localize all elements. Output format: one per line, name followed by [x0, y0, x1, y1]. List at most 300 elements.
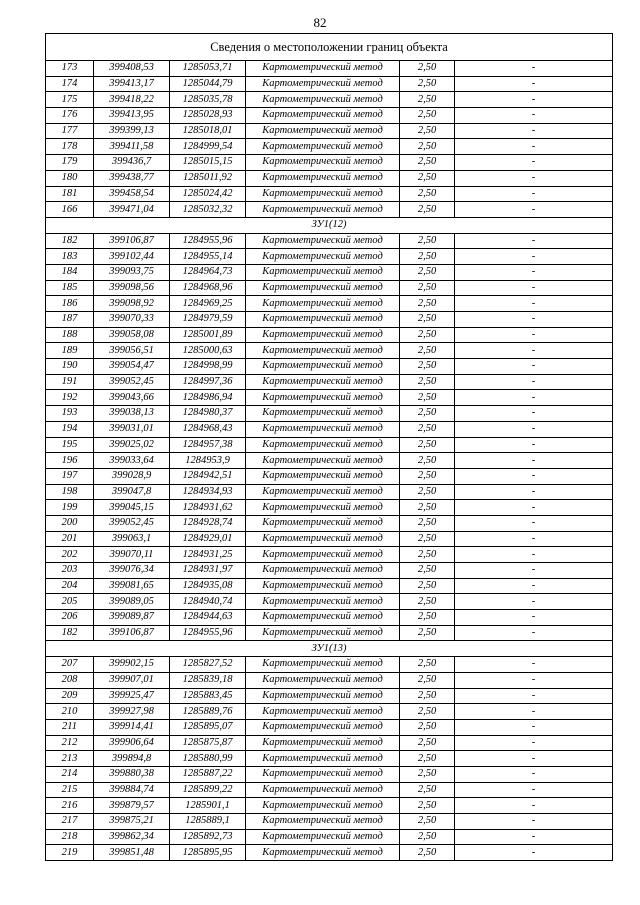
x-coordinate-cell: 399106,87	[94, 233, 170, 249]
method-cell: Картометрический метод	[246, 563, 400, 579]
point-number-cell: 181	[46, 186, 94, 202]
accuracy-cell: 2,50	[400, 829, 455, 845]
accuracy-cell: 2,50	[400, 531, 455, 547]
point-number-cell: 166	[46, 202, 94, 218]
x-coordinate-cell: 399418,22	[94, 92, 170, 108]
note-cell: -	[455, 814, 613, 830]
page-number: 82	[313, 15, 327, 30]
table-row	[46, 123, 613, 139]
x-coordinate-cell: 399098,56	[94, 280, 170, 296]
y-coordinate-cell: 1284935,08	[170, 578, 246, 594]
accuracy-cell: 2,50	[400, 139, 455, 155]
table-row	[46, 155, 613, 171]
y-coordinate-cell: 1285889,76	[170, 704, 246, 720]
x-coordinate-cell: 399436,7	[94, 155, 170, 171]
parcel-label: ЗУ1(12)	[46, 217, 613, 233]
point-number-cell: 203	[46, 563, 94, 579]
note-cell: -	[455, 547, 613, 563]
note-cell: -	[455, 202, 613, 218]
note-cell: -	[455, 359, 613, 375]
method-cell: Картометрический метод	[246, 155, 400, 171]
point-number-cell: 212	[46, 735, 94, 751]
x-coordinate-cell: 399028,9	[94, 468, 170, 484]
point-number-cell: 196	[46, 453, 94, 469]
point-number-cell: 182	[46, 625, 94, 641]
method-cell: Картометрический метод	[246, 547, 400, 563]
y-coordinate-cell: 1285892,73	[170, 829, 246, 845]
note-cell: -	[455, 390, 613, 406]
table-row	[46, 657, 613, 673]
method-cell: Картометрический метод	[246, 312, 400, 328]
table-row	[46, 343, 613, 359]
accuracy-cell: 2,50	[400, 610, 455, 626]
y-coordinate-cell: 1285044,79	[170, 76, 246, 92]
point-number-cell: 191	[46, 374, 94, 390]
method-cell: Картометрический метод	[246, 233, 400, 249]
x-coordinate-cell: 399408,53	[94, 61, 170, 77]
x-coordinate-cell: 399063,1	[94, 531, 170, 547]
x-coordinate-cell: 399399,13	[94, 123, 170, 139]
accuracy-cell: 2,50	[400, 155, 455, 171]
y-coordinate-cell: 1285901,1	[170, 798, 246, 814]
accuracy-cell: 2,50	[400, 578, 455, 594]
method-cell: Картометрический метод	[246, 296, 400, 312]
point-number-cell: 217	[46, 814, 94, 830]
table-row	[46, 484, 613, 500]
table-row	[46, 594, 613, 610]
note-cell: -	[455, 61, 613, 77]
accuracy-cell: 2,50	[400, 515, 455, 531]
point-number-cell: 177	[46, 123, 94, 139]
method-cell: Картометрический метод	[246, 594, 400, 610]
accuracy-cell: 2,50	[400, 123, 455, 139]
method-cell: Картометрический метод	[246, 766, 400, 782]
method-cell: Картометрический метод	[246, 672, 400, 688]
note-cell: -	[455, 531, 613, 547]
table-row	[46, 108, 613, 124]
table-row	[46, 719, 613, 735]
table-row	[46, 296, 613, 312]
accuracy-cell: 2,50	[400, 374, 455, 390]
note-cell: -	[455, 123, 613, 139]
x-coordinate-cell: 399089,05	[94, 594, 170, 610]
y-coordinate-cell: 1285895,07	[170, 719, 246, 735]
method-cell: Картометрический метод	[246, 657, 400, 673]
method-cell: Картометрический метод	[246, 374, 400, 390]
note-cell: -	[455, 610, 613, 626]
x-coordinate-cell: 399047,8	[94, 484, 170, 500]
method-cell: Картометрический метод	[246, 359, 400, 375]
table-row	[46, 170, 613, 186]
method-cell: Картометрический метод	[246, 108, 400, 124]
table-row	[46, 625, 613, 641]
accuracy-cell: 2,50	[400, 751, 455, 767]
table-row	[46, 782, 613, 798]
accuracy-cell: 2,50	[400, 594, 455, 610]
x-coordinate-cell: 399043,66	[94, 390, 170, 406]
point-number-cell: 180	[46, 170, 94, 186]
table-row	[46, 704, 613, 720]
accuracy-cell: 2,50	[400, 170, 455, 186]
accuracy-cell: 2,50	[400, 421, 455, 437]
point-number-cell: 193	[46, 406, 94, 422]
accuracy-cell: 2,50	[400, 233, 455, 249]
table-row	[46, 766, 613, 782]
y-coordinate-cell: 1284980,37	[170, 406, 246, 422]
note-cell: -	[455, 264, 613, 280]
point-number-cell: 195	[46, 437, 94, 453]
note-cell: -	[455, 688, 613, 704]
table-row	[46, 845, 613, 861]
table-row	[46, 186, 613, 202]
point-number-cell: 175	[46, 92, 94, 108]
point-number-cell: 209	[46, 688, 94, 704]
x-coordinate-cell: 399907,01	[94, 672, 170, 688]
x-coordinate-cell: 399052,45	[94, 515, 170, 531]
note-cell: -	[455, 233, 613, 249]
method-cell: Картометрический метод	[246, 437, 400, 453]
point-number-cell: 208	[46, 672, 94, 688]
table-row	[46, 500, 613, 516]
y-coordinate-cell: 1284998,99	[170, 359, 246, 375]
note-cell: -	[455, 657, 613, 673]
table-row	[46, 798, 613, 814]
method-cell: Картометрический метод	[246, 515, 400, 531]
y-coordinate-cell: 1285889,1	[170, 814, 246, 830]
x-coordinate-cell: 399089,87	[94, 610, 170, 626]
y-coordinate-cell: 1285053,71	[170, 61, 246, 77]
y-coordinate-cell: 1284929,01	[170, 531, 246, 547]
point-number-cell: 187	[46, 312, 94, 328]
y-coordinate-cell: 1284931,97	[170, 563, 246, 579]
x-coordinate-cell: 399879,57	[94, 798, 170, 814]
table-row	[46, 92, 613, 108]
method-cell: Картометрический метод	[246, 139, 400, 155]
x-coordinate-cell: 399031,01	[94, 421, 170, 437]
note-cell: -	[455, 170, 613, 186]
note-cell: -	[455, 594, 613, 610]
note-cell: -	[455, 625, 613, 641]
note-cell: -	[455, 327, 613, 343]
point-number-cell: 219	[46, 845, 94, 861]
point-number-cell: 206	[46, 610, 94, 626]
note-cell: -	[455, 735, 613, 751]
note-cell: -	[455, 249, 613, 265]
note-cell: -	[455, 782, 613, 798]
method-cell: Картометрический метод	[246, 735, 400, 751]
method-cell: Картометрический метод	[246, 343, 400, 359]
x-coordinate-cell: 399927,98	[94, 704, 170, 720]
y-coordinate-cell: 1284997,36	[170, 374, 246, 390]
point-number-cell: 218	[46, 829, 94, 845]
point-number-cell: 179	[46, 155, 94, 171]
x-coordinate-cell: 399894,8	[94, 751, 170, 767]
y-coordinate-cell: 1285018,01	[170, 123, 246, 139]
y-coordinate-cell: 1284944,63	[170, 610, 246, 626]
method-cell: Картометрический метод	[246, 798, 400, 814]
accuracy-cell: 2,50	[400, 672, 455, 688]
table-row	[46, 406, 613, 422]
method-cell: Картометрический метод	[246, 484, 400, 500]
note-cell: -	[455, 578, 613, 594]
table-row	[46, 814, 613, 830]
method-cell: Картометрический метод	[246, 92, 400, 108]
table-row	[46, 563, 613, 579]
note-cell: -	[455, 437, 613, 453]
x-coordinate-cell: 399106,87	[94, 625, 170, 641]
y-coordinate-cell: 1285001,89	[170, 327, 246, 343]
method-cell: Картометрический метод	[246, 406, 400, 422]
accuracy-cell: 2,50	[400, 563, 455, 579]
accuracy-cell: 2,50	[400, 547, 455, 563]
point-number-cell: 215	[46, 782, 94, 798]
point-number-cell: 192	[46, 390, 94, 406]
table-title: Сведения о местоположении границ объекта	[46, 34, 613, 61]
note-cell: -	[455, 139, 613, 155]
table-row	[46, 672, 613, 688]
table-row	[46, 453, 613, 469]
accuracy-cell: 2,50	[400, 766, 455, 782]
x-coordinate-cell: 399081,65	[94, 578, 170, 594]
y-coordinate-cell: 1284953,9	[170, 453, 246, 469]
accuracy-cell: 2,50	[400, 625, 455, 641]
table-row	[46, 390, 613, 406]
y-coordinate-cell: 1285024,42	[170, 186, 246, 202]
accuracy-cell: 2,50	[400, 437, 455, 453]
x-coordinate-cell: 399880,38	[94, 766, 170, 782]
note-cell: -	[455, 108, 613, 124]
accuracy-cell: 2,50	[400, 500, 455, 516]
y-coordinate-cell: 1285028,93	[170, 108, 246, 124]
method-cell: Картометрический метод	[246, 704, 400, 720]
x-coordinate-cell: 399033,64	[94, 453, 170, 469]
method-cell: Картометрический метод	[246, 578, 400, 594]
x-coordinate-cell: 399906,64	[94, 735, 170, 751]
method-cell: Картометрический метод	[246, 280, 400, 296]
accuracy-cell: 2,50	[400, 202, 455, 218]
y-coordinate-cell: 1284942,51	[170, 468, 246, 484]
method-cell: Картометрический метод	[246, 688, 400, 704]
point-number-cell: 173	[46, 61, 94, 77]
method-cell: Картометрический метод	[246, 500, 400, 516]
method-cell: Картометрический метод	[246, 719, 400, 735]
table-row	[46, 751, 613, 767]
accuracy-cell: 2,50	[400, 359, 455, 375]
y-coordinate-cell: 1284968,43	[170, 421, 246, 437]
x-coordinate-cell: 399862,34	[94, 829, 170, 845]
table-row	[46, 515, 613, 531]
accuracy-cell: 2,50	[400, 296, 455, 312]
x-coordinate-cell: 399076,34	[94, 563, 170, 579]
point-number-cell: 201	[46, 531, 94, 547]
accuracy-cell: 2,50	[400, 186, 455, 202]
accuracy-cell: 2,50	[400, 688, 455, 704]
x-coordinate-cell: 399884,74	[94, 782, 170, 798]
method-cell: Картометрический метод	[246, 814, 400, 830]
point-number-cell: 183	[46, 249, 94, 265]
method-cell: Картометрический метод	[246, 264, 400, 280]
accuracy-cell: 2,50	[400, 327, 455, 343]
x-coordinate-cell: 399093,75	[94, 264, 170, 280]
point-number-cell: 174	[46, 76, 94, 92]
y-coordinate-cell: 1284955,96	[170, 233, 246, 249]
note-cell: -	[455, 76, 613, 92]
accuracy-cell: 2,50	[400, 798, 455, 814]
table-row	[46, 312, 613, 328]
accuracy-cell: 2,50	[400, 719, 455, 735]
method-cell: Картометрический метод	[246, 468, 400, 484]
table-row	[46, 233, 613, 249]
point-number-cell: 216	[46, 798, 94, 814]
method-cell: Картометрический метод	[246, 625, 400, 641]
method-cell: Картометрический метод	[246, 751, 400, 767]
note-cell: -	[455, 798, 613, 814]
x-coordinate-cell: 399471,04	[94, 202, 170, 218]
table-row	[46, 249, 613, 265]
note-cell: -	[455, 751, 613, 767]
accuracy-cell: 2,50	[400, 782, 455, 798]
accuracy-cell: 2,50	[400, 280, 455, 296]
x-coordinate-cell: 399413,95	[94, 108, 170, 124]
accuracy-cell: 2,50	[400, 657, 455, 673]
x-coordinate-cell: 399914,41	[94, 719, 170, 735]
point-number-cell: 185	[46, 280, 94, 296]
note-cell: -	[455, 829, 613, 845]
x-coordinate-cell: 399875,21	[94, 814, 170, 830]
y-coordinate-cell: 1284999,54	[170, 139, 246, 155]
method-cell: Картометрический метод	[246, 531, 400, 547]
point-number-cell: 178	[46, 139, 94, 155]
method-cell: Картометрический метод	[246, 845, 400, 861]
table-row	[46, 610, 613, 626]
note-cell: -	[455, 766, 613, 782]
note-cell: -	[455, 186, 613, 202]
method-cell: Картометрический метод	[246, 421, 400, 437]
table-row	[46, 547, 613, 563]
note-cell: -	[455, 406, 613, 422]
note-cell: -	[455, 704, 613, 720]
y-coordinate-cell: 1285839,18	[170, 672, 246, 688]
y-coordinate-cell: 1285887,22	[170, 766, 246, 782]
y-coordinate-cell: 1284964,73	[170, 264, 246, 280]
method-cell: Картометрический метод	[246, 186, 400, 202]
note-cell: -	[455, 515, 613, 531]
point-number-cell: 194	[46, 421, 94, 437]
table-row	[46, 468, 613, 484]
accuracy-cell: 2,50	[400, 845, 455, 861]
y-coordinate-cell: 1284979,59	[170, 312, 246, 328]
point-number-cell: 200	[46, 515, 94, 531]
table-row	[46, 61, 613, 77]
table-row	[46, 202, 613, 218]
note-cell: -	[455, 343, 613, 359]
x-coordinate-cell: 399038,13	[94, 406, 170, 422]
point-number-cell: 182	[46, 233, 94, 249]
point-number-cell: 176	[46, 108, 94, 124]
accuracy-cell: 2,50	[400, 735, 455, 751]
note-cell: -	[455, 296, 613, 312]
note-cell: -	[455, 500, 613, 516]
table-row	[46, 437, 613, 453]
table-title-row	[46, 34, 613, 61]
point-number-cell: 188	[46, 327, 94, 343]
accuracy-cell: 2,50	[400, 312, 455, 328]
note-cell: -	[455, 421, 613, 437]
note-cell: -	[455, 672, 613, 688]
table-row	[46, 735, 613, 751]
y-coordinate-cell: 1284940,74	[170, 594, 246, 610]
table-row	[46, 280, 613, 296]
y-coordinate-cell: 1284931,25	[170, 547, 246, 563]
y-coordinate-cell: 1284968,96	[170, 280, 246, 296]
x-coordinate-cell: 399851,48	[94, 845, 170, 861]
x-coordinate-cell: 399098,92	[94, 296, 170, 312]
table-row	[46, 139, 613, 155]
x-coordinate-cell: 399413,17	[94, 76, 170, 92]
table-row	[46, 264, 613, 280]
parcel-label: ЗУ1(13)	[46, 641, 613, 657]
table-body	[46, 34, 613, 861]
table-row	[46, 76, 613, 92]
x-coordinate-cell: 399054,47	[94, 359, 170, 375]
x-coordinate-cell: 399458,54	[94, 186, 170, 202]
table-row	[46, 688, 613, 704]
point-number-cell: 207	[46, 657, 94, 673]
y-coordinate-cell: 1284969,25	[170, 296, 246, 312]
method-cell: Картометрический метод	[246, 249, 400, 265]
accuracy-cell: 2,50	[400, 61, 455, 77]
table-row	[46, 359, 613, 375]
note-cell: -	[455, 468, 613, 484]
parcel-group-row	[46, 641, 613, 657]
y-coordinate-cell: 1285883,45	[170, 688, 246, 704]
accuracy-cell: 2,50	[400, 390, 455, 406]
note-cell: -	[455, 453, 613, 469]
point-number-cell: 186	[46, 296, 94, 312]
y-coordinate-cell: 1285880,99	[170, 751, 246, 767]
point-number-cell: 204	[46, 578, 94, 594]
boundary-coordinates-table	[45, 33, 613, 861]
accuracy-cell: 2,50	[400, 704, 455, 720]
y-coordinate-cell: 1284931,62	[170, 500, 246, 516]
method-cell: Картометрический метод	[246, 123, 400, 139]
method-cell: Картометрический метод	[246, 390, 400, 406]
point-number-cell: 184	[46, 264, 94, 280]
accuracy-cell: 2,50	[400, 406, 455, 422]
x-coordinate-cell: 399902,15	[94, 657, 170, 673]
point-number-cell: 211	[46, 719, 94, 735]
accuracy-cell: 2,50	[400, 343, 455, 359]
y-coordinate-cell: 1284955,14	[170, 249, 246, 265]
y-coordinate-cell: 1284957,38	[170, 437, 246, 453]
point-number-cell: 189	[46, 343, 94, 359]
note-cell: -	[455, 280, 613, 296]
y-coordinate-cell: 1284986,94	[170, 390, 246, 406]
x-coordinate-cell: 399102,44	[94, 249, 170, 265]
x-coordinate-cell: 399925,47	[94, 688, 170, 704]
note-cell: -	[455, 92, 613, 108]
y-coordinate-cell: 1284955,96	[170, 625, 246, 641]
y-coordinate-cell: 1285000,63	[170, 343, 246, 359]
note-cell: -	[455, 312, 613, 328]
y-coordinate-cell: 1285895,95	[170, 845, 246, 861]
y-coordinate-cell: 1285899,22	[170, 782, 246, 798]
y-coordinate-cell: 1285035,78	[170, 92, 246, 108]
table-row	[46, 421, 613, 437]
point-number-cell: 213	[46, 751, 94, 767]
x-coordinate-cell: 399411,58	[94, 139, 170, 155]
method-cell: Картометрический метод	[246, 202, 400, 218]
